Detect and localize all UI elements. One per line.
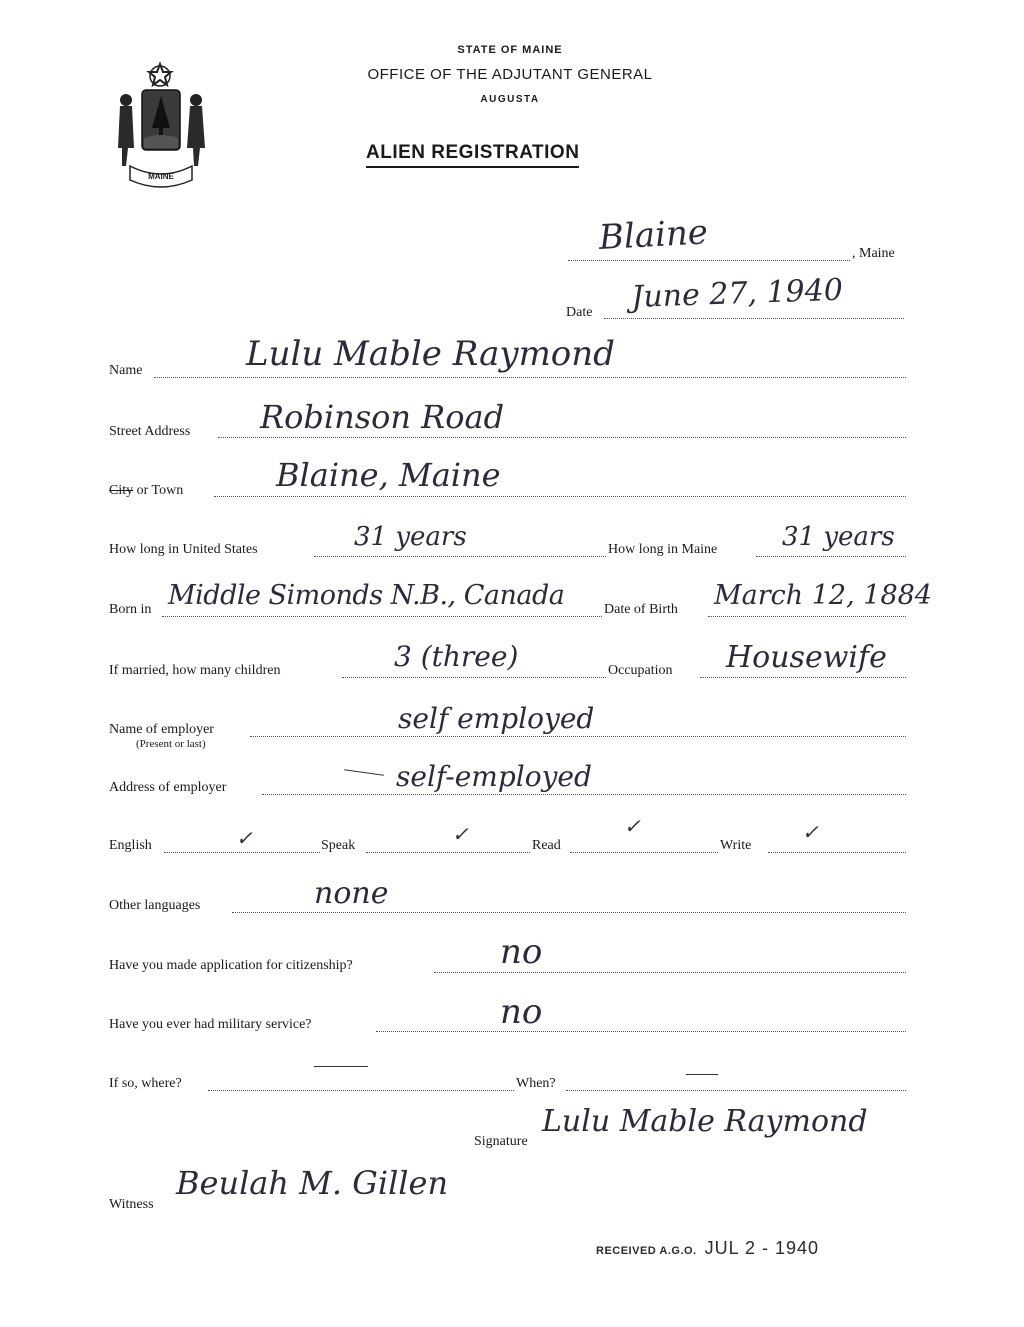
how-long-maine-line — [756, 556, 906, 557]
or-town-label: or Town — [133, 483, 184, 498]
date-line — [604, 318, 904, 319]
write-line — [768, 852, 906, 853]
children-value: 3 (three) — [394, 640, 519, 673]
dob-label: Date of Birth — [604, 602, 678, 617]
street-label: Street Address — [109, 424, 191, 439]
how-long-maine-value: 31 years — [782, 522, 895, 552]
maine-label: , Maine — [852, 246, 895, 261]
dob-line — [708, 616, 906, 617]
how-long-us-value: 31 years — [354, 522, 467, 552]
english-mark: ✓ — [236, 826, 253, 850]
place-line — [568, 260, 850, 261]
speak-mark: ✓ — [452, 822, 469, 846]
write-mark: ✓ — [802, 820, 819, 844]
occupation-label: Occupation — [608, 663, 673, 678]
place-value: Blaine — [597, 212, 709, 258]
other-languages-value: none — [314, 876, 389, 911]
name-line — [154, 377, 906, 378]
employer-address-dash — [344, 769, 384, 776]
other-languages-label: Other languages — [109, 898, 201, 913]
seal-text: MAINE — [148, 172, 174, 181]
how-long-us-label: How long in United States — [109, 542, 258, 557]
occupation-value: Housewife — [726, 640, 887, 675]
received-stamp — [596, 1238, 819, 1259]
witness-value: Beulah M. Gillen — [176, 1164, 449, 1202]
if-so-where-line — [208, 1090, 514, 1091]
header-city: AUGUSTA — [480, 94, 540, 105]
employer-name-label: Name of employer — [109, 722, 214, 737]
when-dash — [686, 1074, 718, 1075]
header-state: STATE OF MAINE — [457, 44, 563, 56]
read-label: Read — [532, 838, 561, 853]
received-stamp-label: RECEIVED A.G.O. — [596, 1245, 697, 1257]
write-label: Write — [720, 838, 752, 853]
town-line — [214, 496, 906, 497]
street-line — [218, 437, 906, 438]
date-value: June 27, 1940 — [630, 272, 844, 315]
english-line — [164, 852, 320, 853]
town-label — [109, 483, 183, 499]
military-value: no — [500, 992, 543, 1032]
employer-address-value: self-employed — [396, 760, 592, 793]
occupation-line — [700, 677, 906, 678]
employer-name-value: self employed — [398, 702, 595, 735]
header-office: OFFICE OF THE ADJUTANT GENERAL — [367, 66, 653, 83]
other-languages-line — [232, 912, 906, 913]
children-line — [342, 677, 606, 678]
born-in-value: Middle Simonds N.B., Canada — [168, 580, 565, 611]
how-long-maine-label: How long in Maine — [608, 542, 718, 557]
english-label: English — [109, 838, 152, 853]
when-line — [566, 1090, 906, 1091]
speak-label: Speak — [321, 838, 356, 853]
children-label: If married, how many children — [109, 663, 281, 678]
if-so-where-label: If so, where? — [109, 1076, 182, 1091]
citizenship-label: Have you made application for citizenship? — [109, 958, 353, 973]
received-stamp-date: JUL 2 - 1940 — [704, 1238, 820, 1258]
military-line — [376, 1031, 906, 1032]
town-value: Blaine, Maine — [276, 456, 501, 494]
signature-label: Signature — [474, 1134, 528, 1149]
name-label: Name — [109, 363, 143, 378]
citizenship-value: no — [500, 932, 543, 972]
employer-note-label: (Present or last) — [136, 738, 206, 750]
when-label: When? — [516, 1076, 556, 1091]
form-title: ALIEN REGISTRATION — [366, 142, 579, 168]
employer-name-line — [250, 736, 906, 737]
city-struck-label: City — [109, 483, 134, 498]
born-in-label: Born in — [109, 602, 152, 617]
witness-label: Witness — [109, 1197, 154, 1212]
citizenship-line — [434, 972, 906, 973]
date-label: Date — [566, 305, 593, 320]
how-long-us-line — [314, 556, 606, 557]
read-mark: ✓ — [624, 814, 641, 838]
street-value: Robinson Road — [260, 398, 505, 436]
read-line — [570, 852, 718, 853]
maine-state-seal-icon — [108, 58, 220, 190]
speak-line — [366, 852, 530, 853]
dob-value: March 12, 1884 — [714, 580, 932, 611]
name-value: Lulu Mable Raymond — [246, 334, 615, 374]
employer-address-label: Address of employer — [109, 780, 227, 795]
if-so-where-dash — [314, 1066, 368, 1067]
born-in-line — [162, 616, 602, 617]
military-label: Have you ever had military service? — [109, 1017, 312, 1032]
signature-value: Lulu Mable Raymond — [542, 1104, 868, 1139]
employer-address-line — [262, 794, 906, 795]
